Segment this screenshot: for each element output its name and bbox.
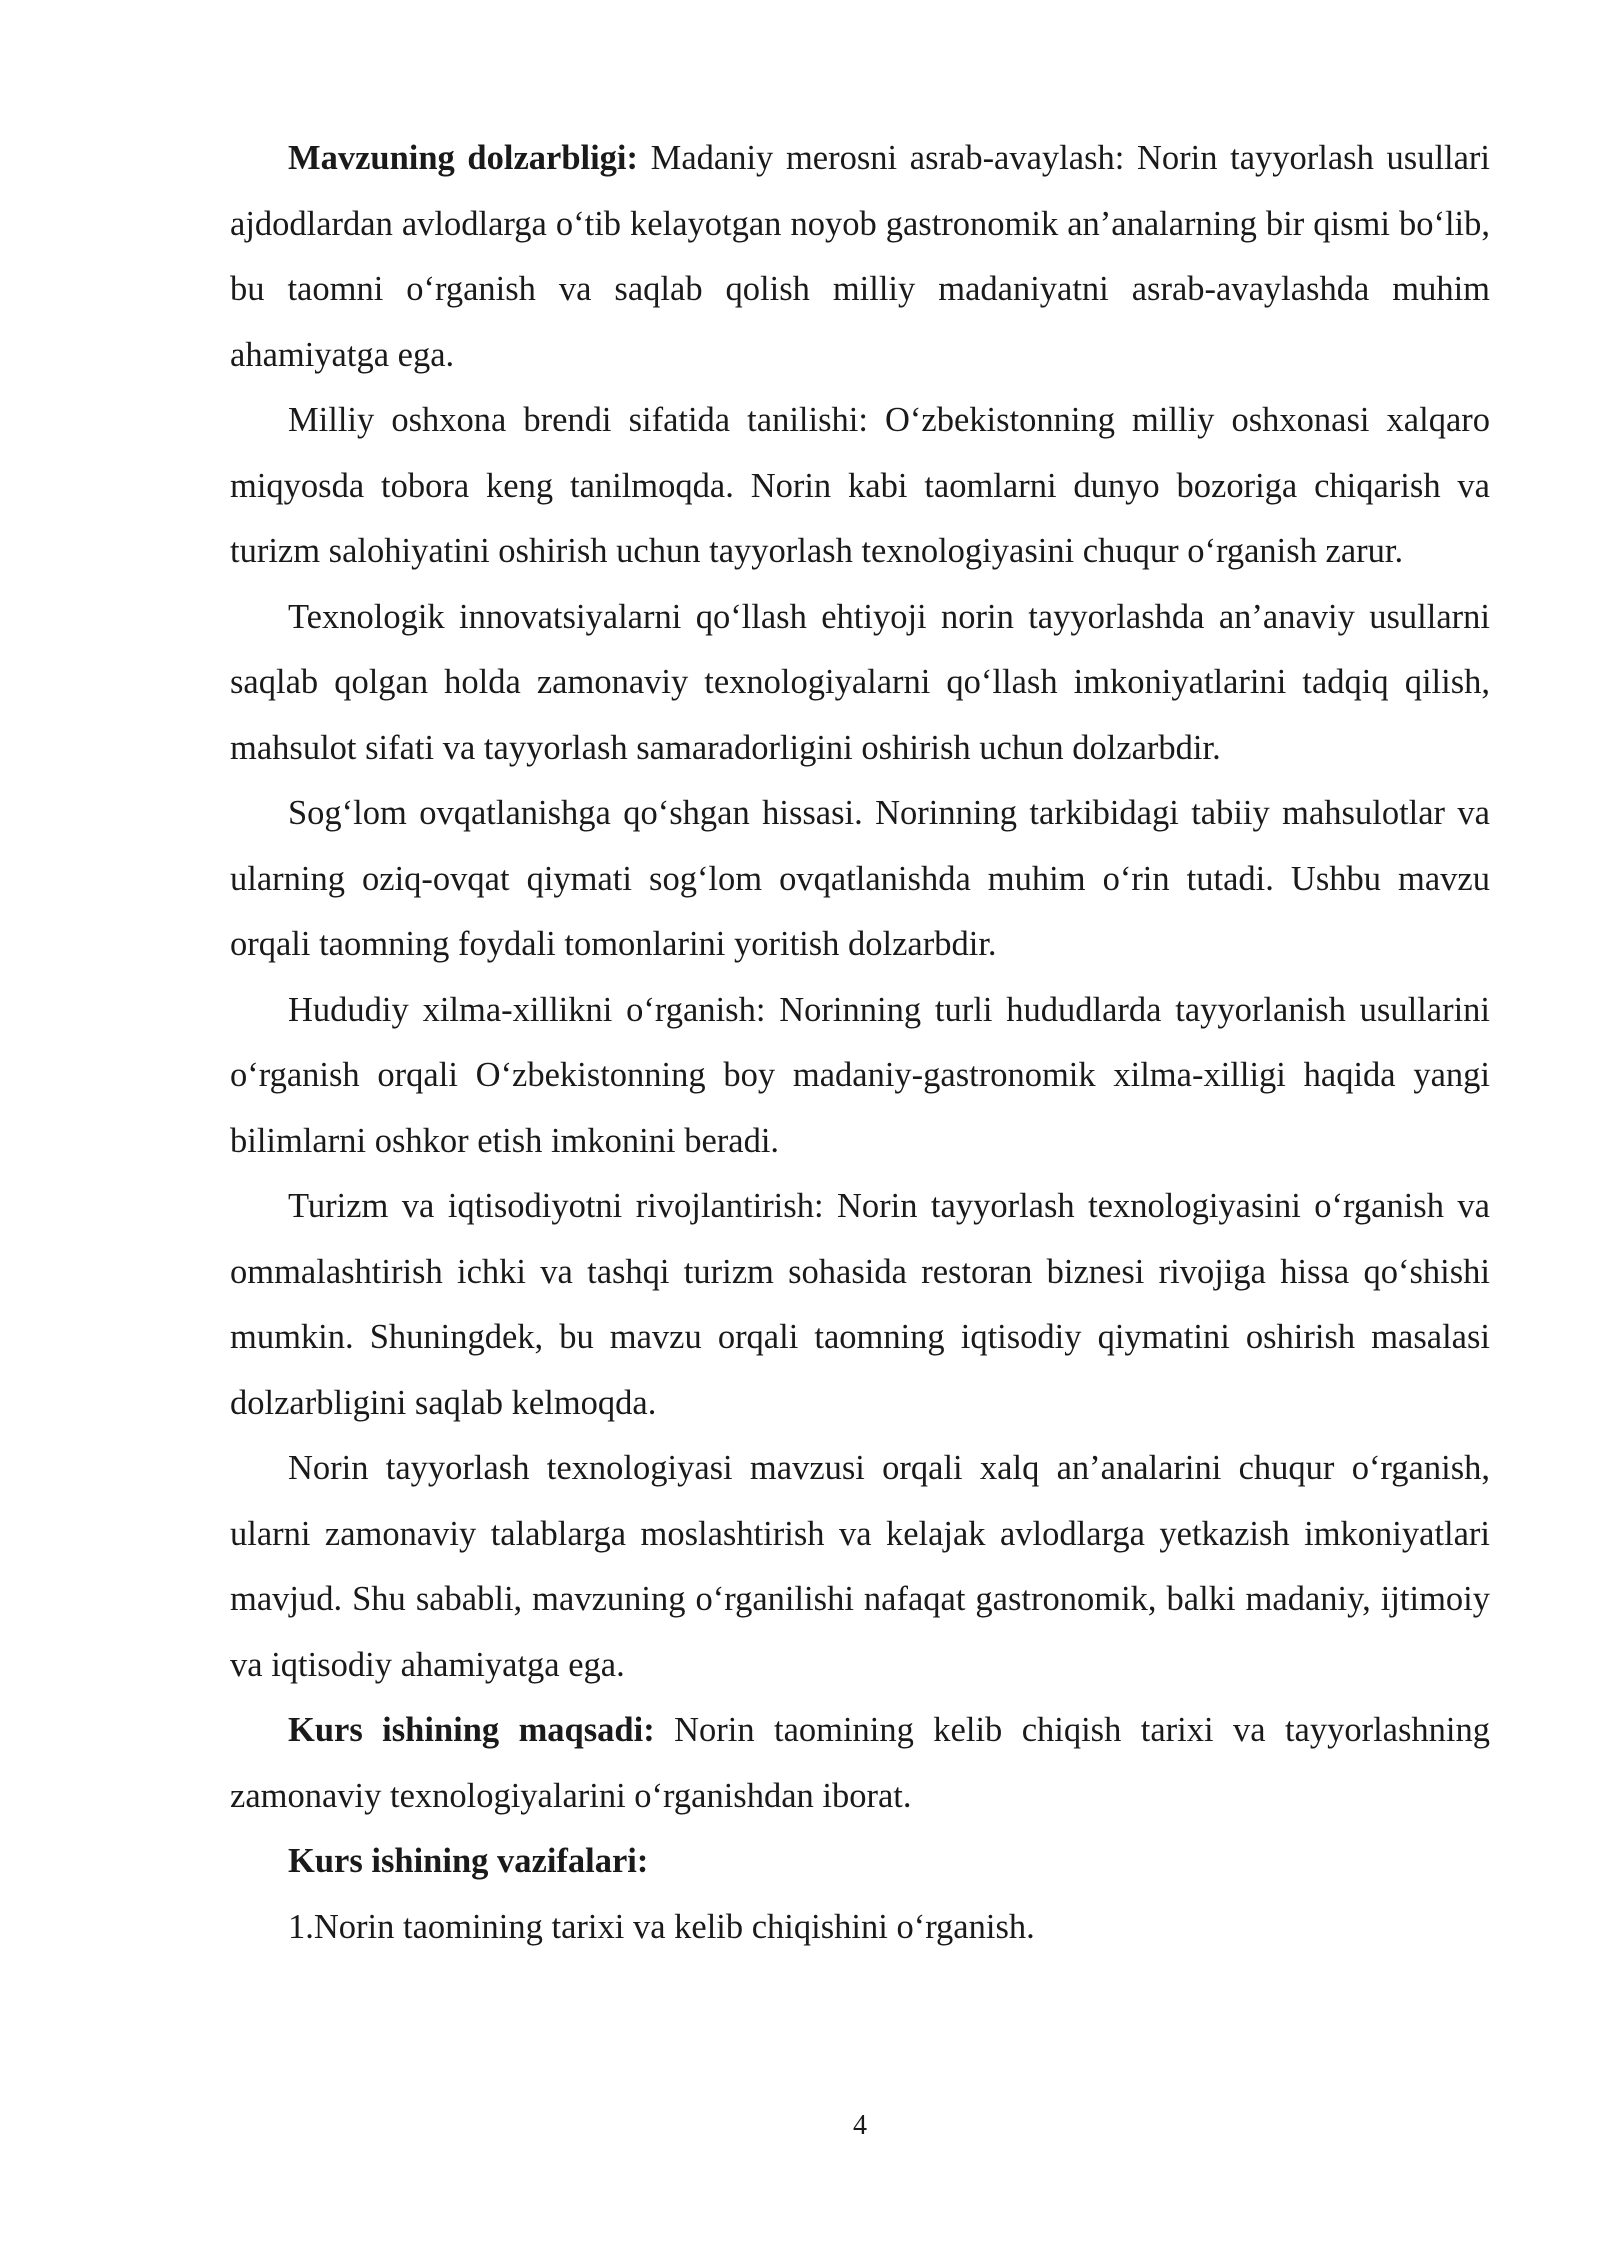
paragraph-tasks-heading [230, 1829, 1490, 1895]
paragraph-lead: Kurs ishining maqsadi: [288, 1711, 655, 1749]
paragraph-text: Sog‘lom ovqatlanishga qo‘shgan hissasi. Norinning tarkibidagi tabiiy mahsulotlar va ularning oziq-ovqat qiymati sog‘lom ovqatlanishda muhim o‘rin tutadi. Ushbu mavzu orqali taomning foydali tomonlarini yoritish dolzarbdir. [230, 794, 1490, 963]
paragraph-traditions [230, 1436, 1490, 1698]
document-body [230, 126, 1490, 1960]
paragraph-task-1 [230, 1895, 1490, 1961]
paragraph-text: Norin taomining kelib chiqish tarixi va tayyorlashning zamonaviy texnologiyalarini o‘rganishdan iborat. [230, 1711, 1490, 1815]
paragraph-tourism [230, 1174, 1490, 1436]
paragraph-text: 1.Norin taomining tarixi va kelib chiqishini o‘rganish. [288, 1907, 1035, 1946]
paragraph-national-cuisine [230, 388, 1490, 585]
paragraph-text: Madaniy merosni asrab-avaylash: Norin tayyorlash usullari ajdodlardan avlodlarga o‘tib kelayotgan noyob gastronomik an’analarning bir qismi bo‘lib, bu taomni o‘rganish va saqlab qolish milliy madaniyatni asrab-avaylashda muhim ahamiyatga ega. [230, 139, 1490, 374]
paragraph-innovation [230, 585, 1490, 782]
paragraph-text: Norin tayyorlash texnologiyasi mavzusi orqali xalq an’analarini chuqur o‘rganish, ularni zamonaviy talablarga moslashtirish va kelajak avlodlarga yetkazish imkoniyatlari mavjud. Shu sababli, mavzuning o‘rganilishi nafaqat gastronomik, balki madaniy, ijtimoiy va iqtisodiy ahamiyatga ega. [230, 1449, 1490, 1684]
paragraph-goal [230, 1698, 1490, 1829]
paragraph-lead: Kurs ishining vazifalari: [288, 1842, 649, 1880]
paragraph-text: Hududiy xilma-xillikni o‘rganish: Norinning turli hududlarda tayyorlanish usullarini o‘rganish orqali O‘zbekistonning boy madaniy-gastronomik xilma-xilligi haqida yangi bilimlarni oshkor etish imkonini beradi. [230, 990, 1490, 1160]
paragraph-healthy-eating [230, 781, 1490, 978]
paragraph-text: Turizm va iqtisodiyotni rivojlantirish: Norin tayyorlash texnologiyasini o‘rganish va ommalashtirish ichki va tashqi turizm sohasida restoran biznesi rivojiga hissa qo‘shishi mumkin. Shuningdek, bu mavzu orqali taomning iqtisodiy qiymatini oshirish masalasi dolzarbligini saqlab kelmoqda. [230, 1187, 1490, 1422]
page-number: 4 [853, 2110, 867, 2141]
paragraph-relevance [230, 126, 1490, 388]
paragraph-regional-diversity [230, 978, 1490, 1175]
paragraph-text: Texnologik innovatsiyalarni qo‘llash ehtiyoji norin tayyorlashda an’anaviy usullarni saqlab qolgan holda zamonaviy texnologiyalarni qo‘llash imkoniyatlarini tadqiq qilish, mahsulot sifati va tayyorlash samaradorligini oshirish uchun dolzarbdir. [230, 597, 1490, 767]
paragraph-text: Milliy oshxona brendi sifatida tanilishi: O‘zbekistonning milliy oshxonasi xalqaro miqyosda tobora keng tanilmoqda. Norin kabi taomlarni dunyo bozoriga chiqarish va turizm salohiyatini oshirish uchun tayyorlash texnologiyasini chuqur o‘rganish zarur. [230, 401, 1490, 570]
paragraph-lead: Mavzuning dolzarbligi: [288, 139, 639, 177]
